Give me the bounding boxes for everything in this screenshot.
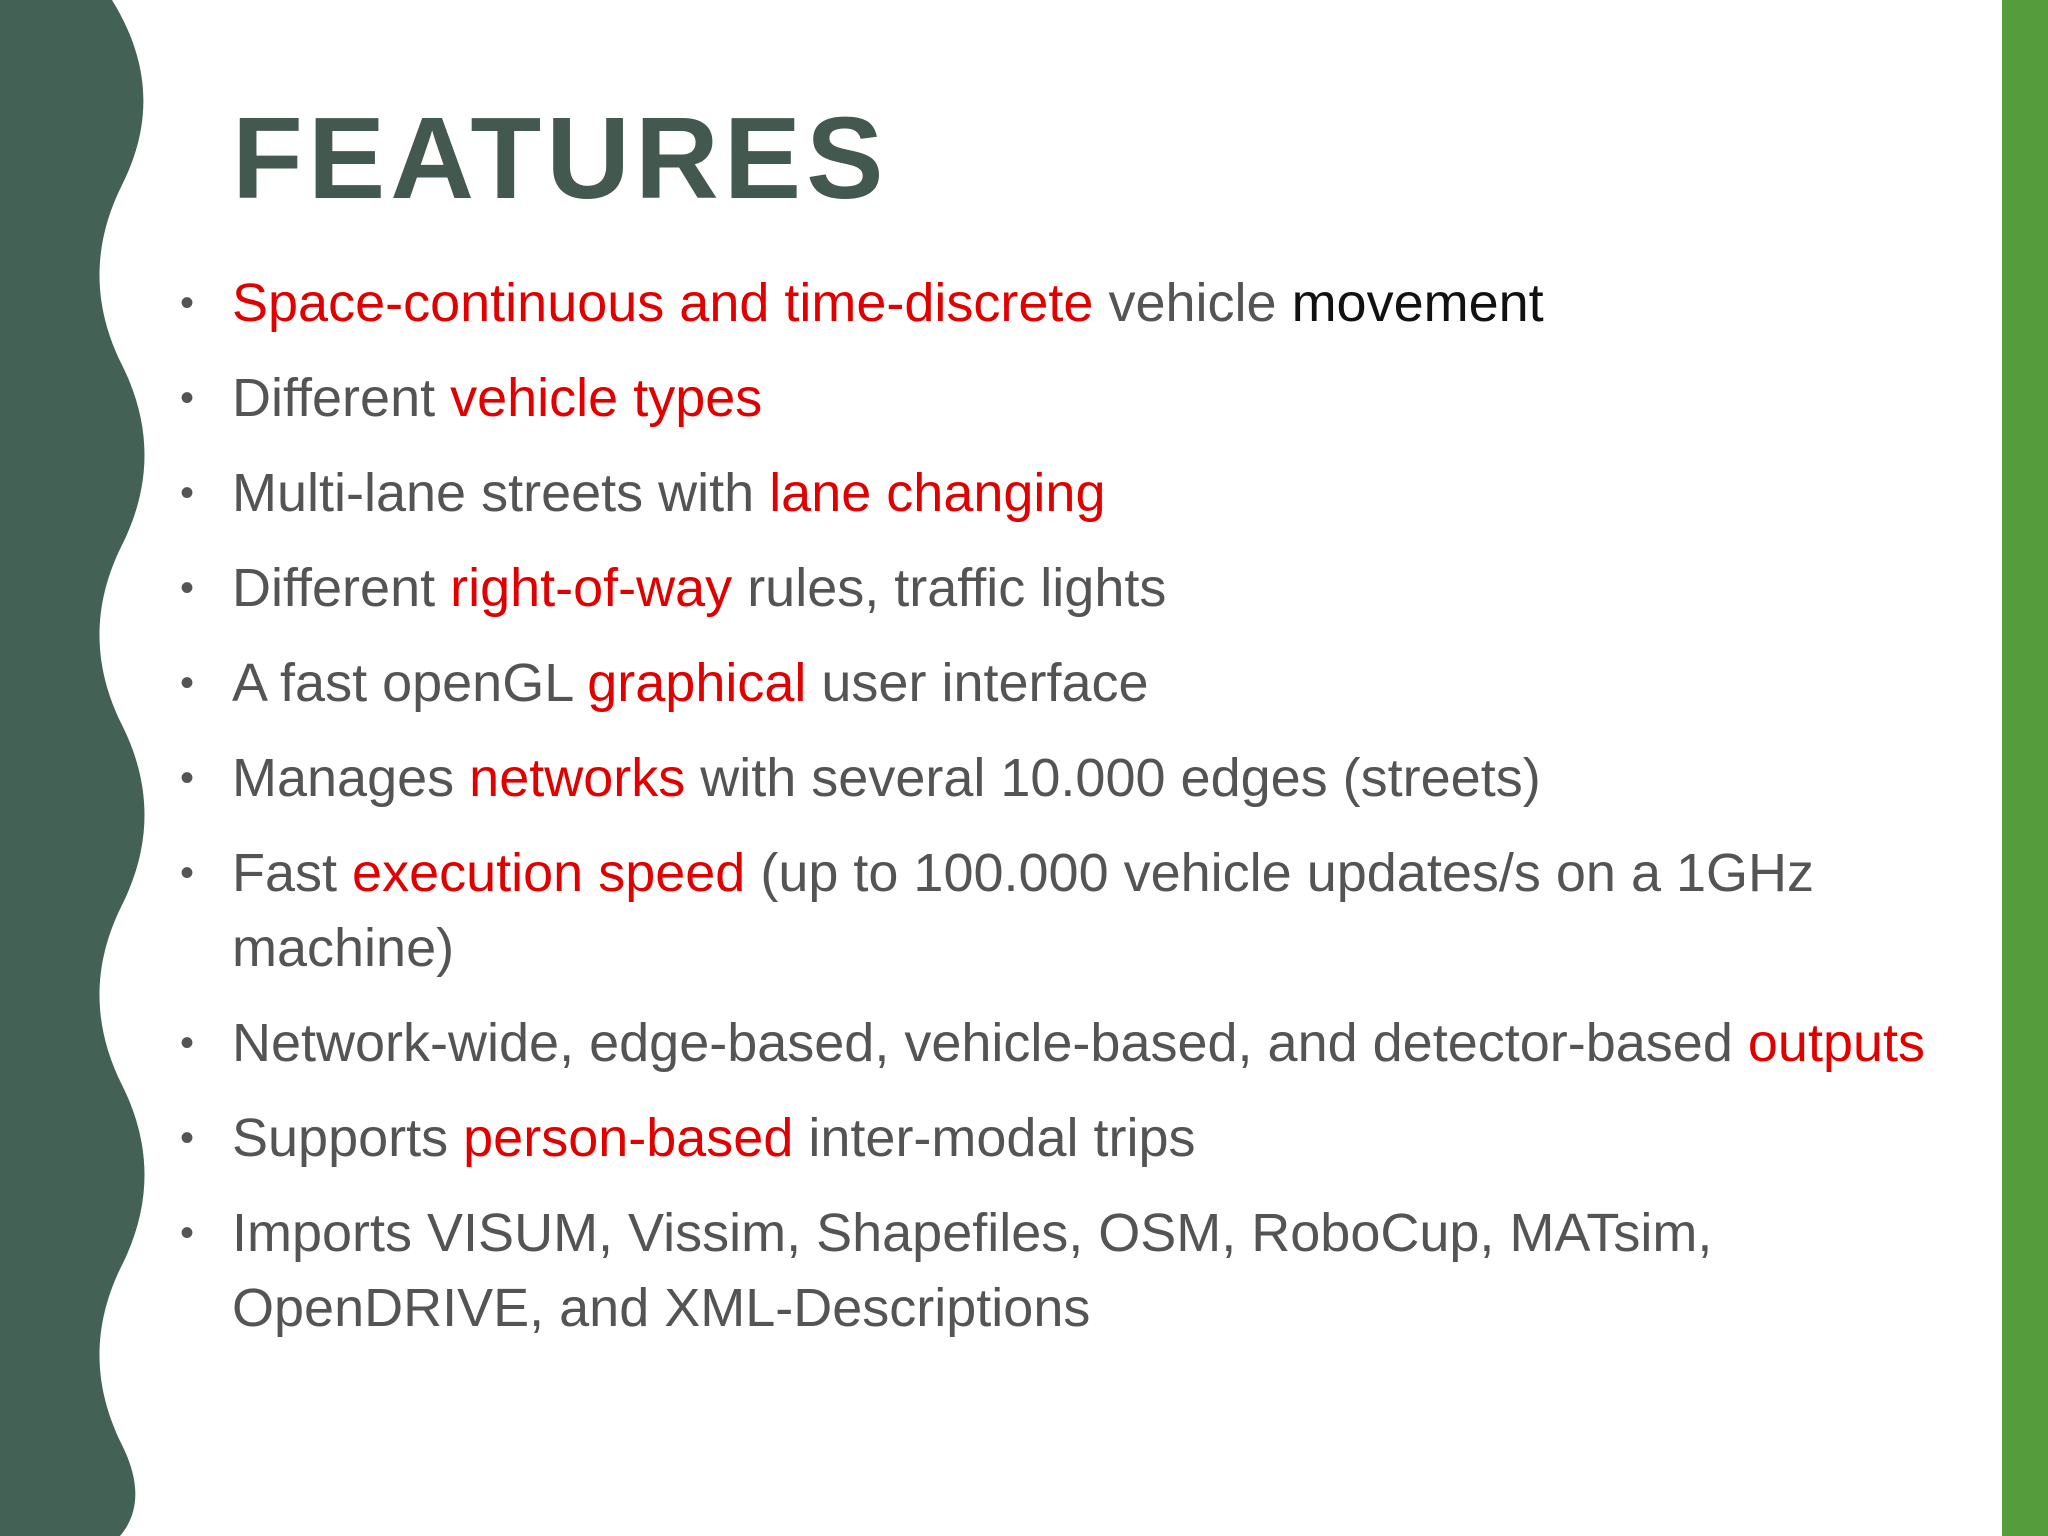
feature-text: rules, traffic lights [732, 558, 1167, 618]
wave-band-decoration [0, 0, 170, 1536]
feature-item [180, 1101, 1972, 1176]
bullet-dot: • [180, 756, 195, 800]
feature-text: Imports VISUM, Vissim, Shapefiles, OSM, RoboCup, MATsim, OpenDRIVE, and XML-Descriptions [232, 1203, 1713, 1338]
feature-item [180, 741, 1972, 816]
feature-text: execution speed [352, 843, 746, 903]
feature-text: inter-modal trips [793, 1108, 1196, 1168]
feature-text: person-based [463, 1108, 794, 1168]
feature-list [180, 266, 1972, 1366]
feature-text: Fast [232, 843, 353, 903]
feature-text: Supports [232, 1108, 464, 1168]
bullet-dot: • [180, 1021, 195, 1065]
feature-item [180, 1196, 1972, 1346]
feature-item [180, 456, 1972, 531]
feature-item [180, 361, 1972, 436]
bullet-dot: • [180, 1116, 195, 1160]
bullet-dot: • [180, 376, 195, 420]
feature-text: vehicle types [450, 368, 763, 428]
feature-text: graphical [587, 653, 807, 713]
feature-text: right-of-way [450, 558, 733, 618]
slide-title: FEATURES [232, 93, 889, 223]
feature-text: (up to 100.000 vehicle updates/s on a 1GHz machine) [232, 843, 1815, 978]
feature-text: outputs [1747, 1013, 1926, 1073]
feature-text: A fast openGL [232, 653, 588, 713]
bullet-dot: • [180, 661, 195, 705]
bullet-dot: • [180, 281, 195, 325]
feature-text: movement [1291, 273, 1544, 333]
feature-text: Multi-lane streets with [232, 463, 770, 523]
feature-item [180, 266, 1972, 341]
feature-item [180, 551, 1972, 626]
accent-bar [2002, 0, 2048, 1536]
feature-text: networks [469, 748, 686, 808]
feature-item [180, 836, 1972, 986]
feature-text: vehicle [1093, 273, 1292, 333]
bullet-dot: • [180, 1211, 195, 1255]
feature-item [180, 646, 1972, 721]
bullet-dot: • [180, 851, 195, 895]
wave-band-shape [0, 0, 145, 1536]
feature-text: Space-continuous and time-discrete [232, 273, 1094, 333]
bullet-dot: • [180, 471, 195, 515]
feature-text: with several 10.000 edges (streets) [685, 748, 1541, 808]
feature-text: lane changing [769, 463, 1106, 523]
feature-text: user interface [806, 653, 1149, 713]
feature-text: Different [232, 558, 451, 618]
feature-text: Manages [232, 748, 470, 808]
feature-text: Network-wide, edge-based, vehicle-based, and detector-based [232, 1013, 1748, 1073]
feature-text: Different [232, 368, 451, 428]
feature-item [180, 1006, 1972, 1081]
bullet-dot: • [180, 566, 195, 610]
